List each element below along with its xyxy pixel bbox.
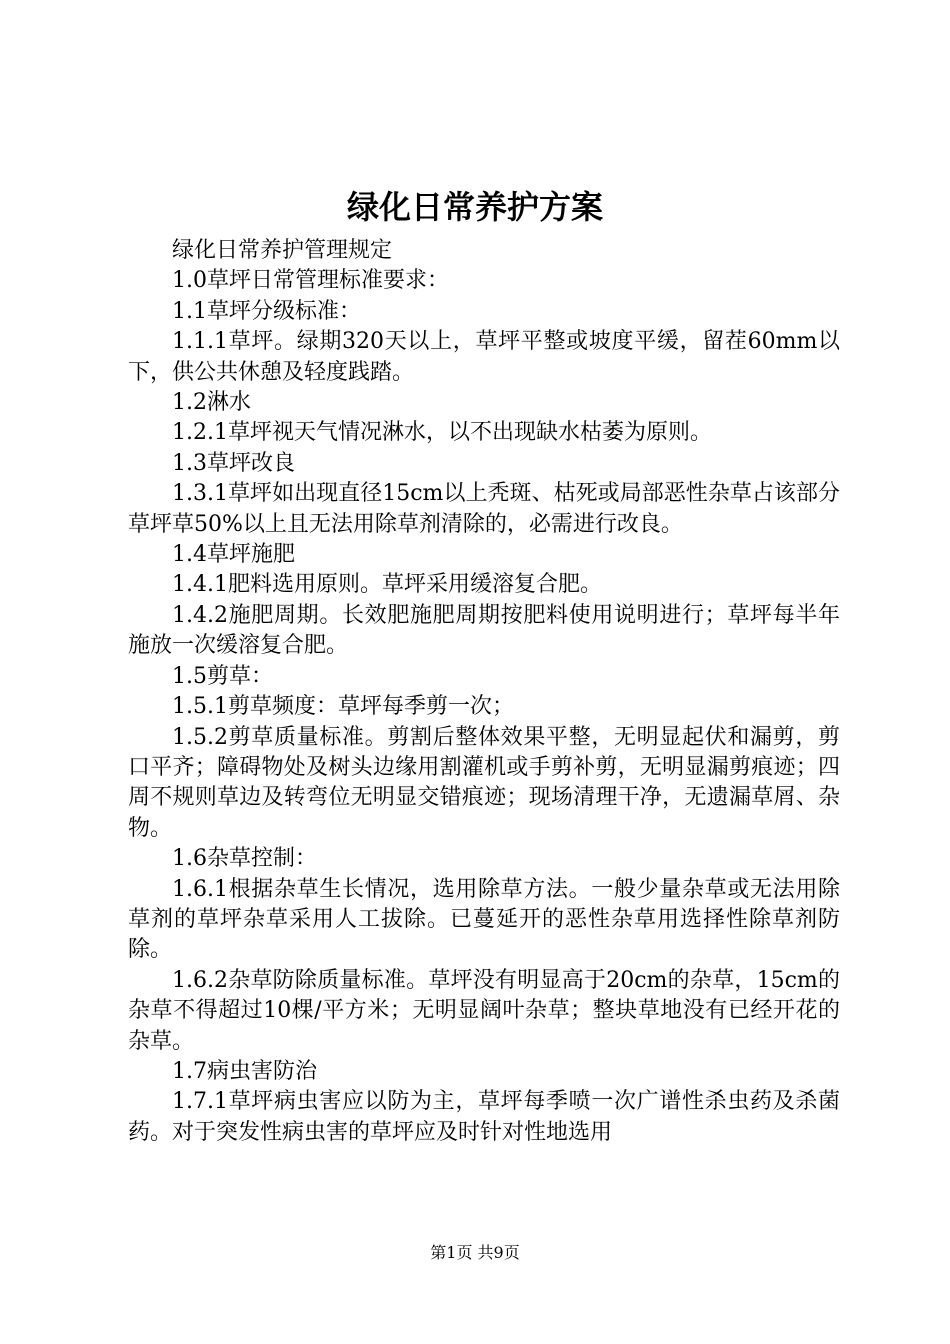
paragraph: 绿化日常养护管理规定 xyxy=(172,238,393,263)
paragraph: 1.6杂草控制： xyxy=(172,846,317,872)
paragraph: 1.3草坪改良 xyxy=(172,450,295,476)
paragraph: 1.5.1剪草频度：草坪每季剪一次； xyxy=(172,694,514,720)
paragraph: 1.1草坪分级标准： xyxy=(172,298,361,324)
document-body xyxy=(128,236,840,1148)
paragraph: 1.5.2剪草质量标准。剪割后整体效果平整，无明显起伏和漏剪，剪口平齐；障碍物处及树头边缘用割灌机或手剪补剪，无明显漏剪痕迹；四周不规则草边及转弯位无明显交错痕迹；现场清理干净，无遗漏草屑、杂物。 xyxy=(128,724,840,841)
page-footer: 第1页 共9页 xyxy=(430,1243,520,1262)
paragraph: 1.2淋水 xyxy=(172,390,251,416)
paragraph: 1.0草坪日常管理标准要求： xyxy=(172,268,449,294)
paragraph: 1.4.1肥料选用原则。草坪采用缓溶复合肥。 xyxy=(172,572,602,598)
paragraph: 1.5剪草： xyxy=(172,663,273,689)
paragraph: 1.7.1草坪病虫害应以防为主，草坪每季喷一次广谱性杀虫药及杀菌药。对于突发性病虫害的草坪应及时针对性地选用 xyxy=(128,1089,840,1145)
paragraph: 1.6.2杂草防除质量标准。草坪没有明显高于20cm的杂草，15cm的杂草不得超过10棵/平方米；无明显阔叶杂草；整块草地没有已经开花的杂草。 xyxy=(128,967,840,1054)
paragraph: 1.3.1草坪如出现直径15cm以上秃斑、枯死或局部恶性杂草占该部分草坪草50%以上且无法用除草剂清除的，必需进行改良。 xyxy=(128,481,840,537)
paragraph: 1.4草坪施肥 xyxy=(172,542,295,568)
paragraph: 1.4.2施肥周期。长效肥施肥周期按肥料使用说明进行；草坪每半年施放一次缓溶复合肥。 xyxy=(128,602,840,659)
paragraph: 1.1.1草坪。绿期320天以上，草坪平整或坡度平缓，留茬60mm以下，供公共休憩及轻度践踏。 xyxy=(128,329,840,385)
paragraph: 1.6.1根据杂草生长情况，选用除草方法。一般少量杂草或无法用除草剂的草坪杂草采用人工拔除。已蔓延开的恶性杂草用选择性除草剂防除。 xyxy=(128,876,840,963)
paragraph: 1.7病虫害防治 xyxy=(172,1058,317,1084)
document-title: 绿化日常养护方案 xyxy=(346,188,603,226)
paragraph: 1.2.1草坪视天气情况淋水，以不出现缺水枯萎为原则。 xyxy=(172,420,712,446)
